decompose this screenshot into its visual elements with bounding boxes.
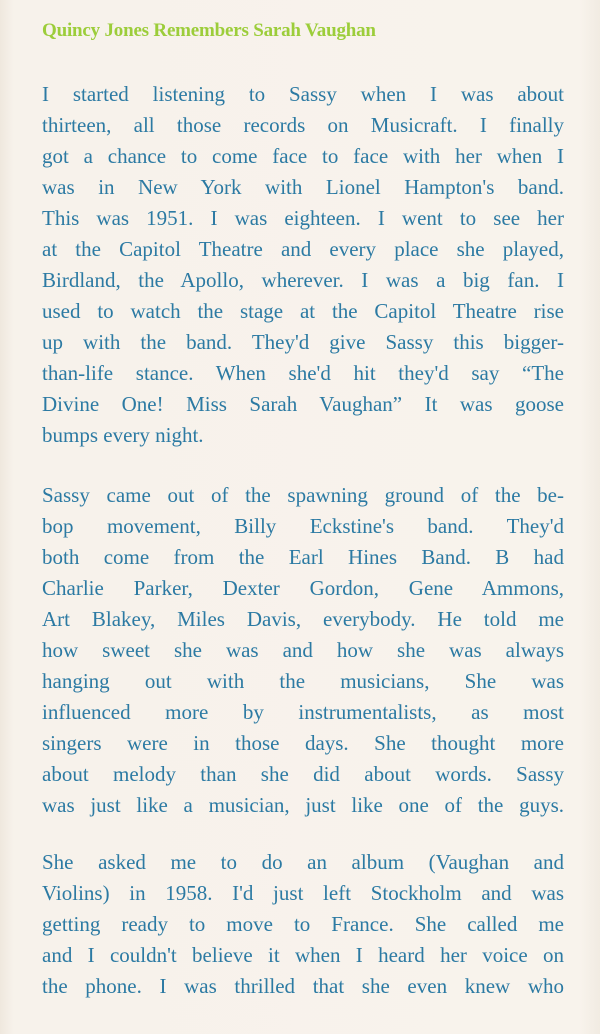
text-line: thirteen, all those records on Musicraft. I finally <box>42 113 564 137</box>
text-line: I started listening to Sassy when I was about <box>42 82 564 106</box>
text-line: at the Capitol Theatre and every place she played, <box>42 237 564 261</box>
text-line: how sweet she was and how she was always <box>42 638 564 662</box>
text-line: the phone. I was thrilled that she even knew who <box>42 974 564 998</box>
text-line: was just like a musician, just like one of the guys. <box>42 793 564 817</box>
text-line: used to watch the stage at the Capitol Theatre rise <box>42 299 564 323</box>
text-line: Sassy came out of the spawning ground of the be- <box>42 483 564 507</box>
text-line: bop movement, Billy Eckstine's band. They'd <box>42 514 564 538</box>
text-line: influenced more by instrumentalists, as most <box>42 700 564 724</box>
text-line: Birdland, the Apollo, wherever. I was a big fan. I <box>42 268 564 292</box>
text-line: about melody than she did about words. Sassy <box>42 762 564 786</box>
text-line: Violins) in 1958. I'd just left Stockholm and was <box>42 881 564 905</box>
text-line: singers were in those days. She thought more <box>42 731 564 755</box>
text-line: was in New York with Lionel Hampton's band. <box>42 175 564 199</box>
text-line: Charlie Parker, Dexter Gordon, Gene Ammons, <box>42 576 564 600</box>
text-line: and I couldn't believe it when I heard her voice on <box>42 943 564 967</box>
text-line: Art Blakey, Miles Davis, everybody. He told me <box>42 607 564 631</box>
text-line: got a chance to come face to face with her when I <box>42 144 564 168</box>
text-line: both come from the Earl Hines Band. B had <box>42 545 564 569</box>
paragraph-3 <box>42 847 564 1002</box>
text-line: Divine One! Miss Sarah Vaughan” It was goose <box>42 392 564 416</box>
text-line: bumps every night. <box>42 423 204 447</box>
article-title: Quincy Jones Remembers Sarah Vaughan <box>42 20 376 41</box>
text-line: than-life stance. When she'd hit they'd say “The <box>42 361 564 385</box>
text-line: hanging out with the musicians, She was <box>42 669 564 693</box>
text-line: She asked me to do an album (Vaughan and <box>42 850 564 874</box>
text-line: up with the band. They'd give Sassy this bigger- <box>42 330 564 354</box>
paragraph-2 <box>42 480 564 821</box>
paragraph-1 <box>42 79 564 451</box>
text-line: This was 1951. I was eighteen. I went to see her <box>42 206 564 230</box>
text-line: getting ready to move to France. She called me <box>42 912 564 936</box>
